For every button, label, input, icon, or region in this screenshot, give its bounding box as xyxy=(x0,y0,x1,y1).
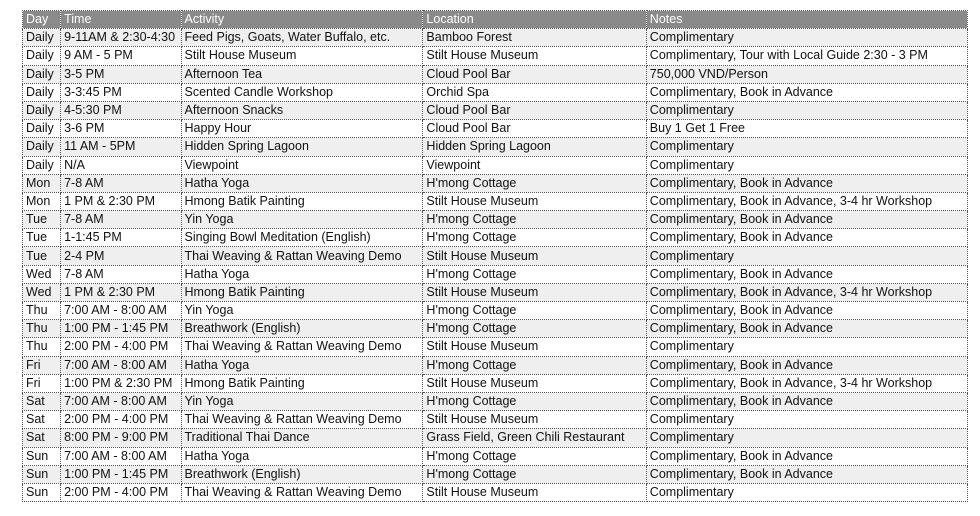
notes-cell: Buy 1 Get 1 Free xyxy=(646,120,967,138)
time-cell: 3-6 PM xyxy=(61,120,181,138)
notes-cell: Complimentary, Tour with Local Guide 2:30 - 3 PM xyxy=(646,47,967,65)
table-row xyxy=(23,247,968,265)
activity-cell: Happy Hour xyxy=(181,120,423,138)
location-cell: Stilt House Museum xyxy=(423,411,646,429)
day-cell: Thu xyxy=(23,338,61,356)
location-cell: Cloud Pool Bar xyxy=(423,65,646,83)
table-row xyxy=(23,29,968,47)
activity-cell: Traditional Thai Dance xyxy=(181,429,423,447)
table-row xyxy=(23,338,968,356)
time-cell: 7-8 AM xyxy=(61,265,181,283)
activity-cell: Hatha Yoga xyxy=(181,265,423,283)
location-cell: Stilt House Museum xyxy=(423,47,646,65)
day-cell: Mon xyxy=(23,174,61,192)
table-row xyxy=(23,65,968,83)
time-cell: 7-8 AM xyxy=(61,174,181,192)
table-row xyxy=(23,447,968,465)
time-cell: 1:00 PM & 2:30 PM xyxy=(61,374,181,392)
table-row xyxy=(23,47,968,65)
notes-cell: Complimentary, Book in Advance xyxy=(646,320,967,338)
time-cell: N/A xyxy=(61,156,181,174)
table-row xyxy=(23,138,968,156)
day-cell: Tue xyxy=(23,229,61,247)
location-cell: H'mong Cottage xyxy=(423,392,646,410)
time-cell: 1 PM & 2:30 PM xyxy=(61,283,181,301)
activity-cell: Hmong Batik Painting xyxy=(181,192,423,210)
table-row xyxy=(23,302,968,320)
notes-cell: Complimentary, Book in Advance xyxy=(646,356,967,374)
day-cell: Sun xyxy=(23,465,61,483)
location-cell: Cloud Pool Bar xyxy=(423,120,646,138)
notes-cell: Complimentary xyxy=(646,101,967,119)
notes-cell: 750,000 VND/Person xyxy=(646,65,967,83)
time-cell: 9 AM - 5 PM xyxy=(61,47,181,65)
activity-schedule-table xyxy=(22,10,968,502)
table-row xyxy=(23,392,968,410)
location-cell: H'mong Cottage xyxy=(423,211,646,229)
day-cell: Fri xyxy=(23,374,61,392)
table-row xyxy=(23,229,968,247)
table-row xyxy=(23,192,968,210)
location-cell: Stilt House Museum xyxy=(423,338,646,356)
time-cell: 8:00 PM - 9:00 PM xyxy=(61,429,181,447)
notes-cell: Complimentary xyxy=(646,29,967,47)
activity-cell: Hidden Spring Lagoon xyxy=(181,138,423,156)
day-cell: Daily xyxy=(23,47,61,65)
time-cell: 3-5 PM xyxy=(61,65,181,83)
time-cell: 7:00 AM - 8:00 AM xyxy=(61,392,181,410)
table-row xyxy=(23,283,968,301)
notes-cell: Complimentary xyxy=(646,156,967,174)
activity-cell: Hmong Batik Painting xyxy=(181,283,423,301)
notes-cell: Complimentary, Book in Advance, 3-4 hr Workshop xyxy=(646,374,967,392)
activity-cell: Breathwork (English) xyxy=(181,465,423,483)
notes-cell: Complimentary, Book in Advance xyxy=(646,392,967,410)
time-cell: 7-8 AM xyxy=(61,211,181,229)
location-cell: H'mong Cottage xyxy=(423,229,646,247)
header-time: Time xyxy=(61,11,181,29)
activity-cell: Hatha Yoga xyxy=(181,174,423,192)
activity-cell: Yin Yoga xyxy=(181,302,423,320)
day-cell: Sat xyxy=(23,392,61,410)
day-cell: Tue xyxy=(23,247,61,265)
day-cell: Wed xyxy=(23,265,61,283)
table-row xyxy=(23,211,968,229)
location-cell: H'mong Cottage xyxy=(423,447,646,465)
table-row xyxy=(23,83,968,101)
header-row xyxy=(23,11,968,29)
table-row xyxy=(23,411,968,429)
header-day: Day xyxy=(23,11,61,29)
activity-cell: Thai Weaving & Rattan Weaving Demo xyxy=(181,411,423,429)
day-cell: Sat xyxy=(23,411,61,429)
day-cell: Daily xyxy=(23,156,61,174)
location-cell: H'mong Cottage xyxy=(423,302,646,320)
notes-cell: Complimentary xyxy=(646,411,967,429)
day-cell: Thu xyxy=(23,320,61,338)
notes-cell: Complimentary, Book in Advance, 3-4 hr Workshop xyxy=(646,283,967,301)
location-cell: Bamboo Forest xyxy=(423,29,646,47)
notes-cell: Complimentary, Book in Advance xyxy=(646,465,967,483)
table-row xyxy=(23,465,968,483)
table-row xyxy=(23,101,968,119)
time-cell: 1 PM & 2:30 PM xyxy=(61,192,181,210)
table-row xyxy=(23,483,968,501)
activity-cell: Thai Weaving & Rattan Weaving Demo xyxy=(181,338,423,356)
activity-cell: Singing Bowl Meditation (English) xyxy=(181,229,423,247)
location-cell: H'mong Cottage xyxy=(423,356,646,374)
location-cell: Hidden Spring Lagoon xyxy=(423,138,646,156)
time-cell: 7:00 AM - 8:00 AM xyxy=(61,302,181,320)
notes-cell: Complimentary xyxy=(646,483,967,501)
time-cell: 2:00 PM - 4:00 PM xyxy=(61,411,181,429)
day-cell: Sat xyxy=(23,429,61,447)
time-cell: 2-4 PM xyxy=(61,247,181,265)
time-cell: 11 AM - 5PM xyxy=(61,138,181,156)
activity-cell: Thai Weaving & Rattan Weaving Demo xyxy=(181,247,423,265)
notes-cell: Complimentary, Book in Advance, 3-4 hr Workshop xyxy=(646,192,967,210)
activity-cell: Afternoon Tea xyxy=(181,65,423,83)
time-cell: 2:00 PM - 4:00 PM xyxy=(61,338,181,356)
activity-cell: Feed Pigs, Goats, Water Buffalo, etc. xyxy=(181,29,423,47)
day-cell: Daily xyxy=(23,120,61,138)
notes-cell: Complimentary, Book in Advance xyxy=(646,265,967,283)
time-cell: 3-3:45 PM xyxy=(61,83,181,101)
location-cell: H'mong Cottage xyxy=(423,265,646,283)
location-cell: Stilt House Museum xyxy=(423,374,646,392)
location-cell: H'mong Cottage xyxy=(423,320,646,338)
time-cell: 9-11AM & 2:30-4:30 xyxy=(61,29,181,47)
location-cell: Orchid Spa xyxy=(423,83,646,101)
table-row xyxy=(23,374,968,392)
notes-cell: Complimentary, Book in Advance xyxy=(646,211,967,229)
day-cell: Wed xyxy=(23,283,61,301)
table-header xyxy=(23,11,968,29)
table-row xyxy=(23,356,968,374)
location-cell: H'mong Cottage xyxy=(423,174,646,192)
notes-cell: Complimentary, Book in Advance xyxy=(646,83,967,101)
table-row xyxy=(23,156,968,174)
location-cell: Stilt House Museum xyxy=(423,483,646,501)
activity-cell: Breathwork (English) xyxy=(181,320,423,338)
header-location: Location xyxy=(423,11,646,29)
notes-cell: Complimentary xyxy=(646,338,967,356)
notes-cell: Complimentary, Book in Advance xyxy=(646,447,967,465)
time-cell: 1:00 PM - 1:45 PM xyxy=(61,320,181,338)
header-notes: Notes xyxy=(646,11,967,29)
day-cell: Daily xyxy=(23,29,61,47)
notes-cell: Complimentary, Book in Advance xyxy=(646,229,967,247)
day-cell: Tue xyxy=(23,211,61,229)
notes-cell: Complimentary xyxy=(646,138,967,156)
time-cell: 2:00 PM - 4:00 PM xyxy=(61,483,181,501)
day-cell: Mon xyxy=(23,192,61,210)
notes-cell: Complimentary xyxy=(646,429,967,447)
location-cell: Viewpoint xyxy=(423,156,646,174)
day-cell: Daily xyxy=(23,65,61,83)
day-cell: Daily xyxy=(23,101,61,119)
notes-cell: Complimentary, Book in Advance xyxy=(646,174,967,192)
location-cell: Grass Field, Green Chili Restaurant xyxy=(423,429,646,447)
time-cell: 4-5:30 PM xyxy=(61,101,181,119)
time-cell: 7:00 AM - 8:00 AM xyxy=(61,447,181,465)
day-cell: Sun xyxy=(23,483,61,501)
time-cell: 1:00 PM - 1:45 PM xyxy=(61,465,181,483)
table-row xyxy=(23,320,968,338)
notes-cell: Complimentary, Book in Advance xyxy=(646,302,967,320)
table-row xyxy=(23,120,968,138)
location-cell: H'mong Cottage xyxy=(423,465,646,483)
activity-cell: Thai Weaving & Rattan Weaving Demo xyxy=(181,483,423,501)
activity-cell: Hmong Batik Painting xyxy=(181,374,423,392)
location-cell: Stilt House Museum xyxy=(423,192,646,210)
day-cell: Daily xyxy=(23,138,61,156)
table-row xyxy=(23,265,968,283)
activity-cell: Stilt House Museum xyxy=(181,47,423,65)
notes-cell: Complimentary xyxy=(646,247,967,265)
location-cell: Stilt House Museum xyxy=(423,247,646,265)
activity-cell: Scented Candle Workshop xyxy=(181,83,423,101)
time-cell: 7:00 AM - 8:00 AM xyxy=(61,356,181,374)
activity-cell: Hatha Yoga xyxy=(181,356,423,374)
activity-cell: Hatha Yoga xyxy=(181,447,423,465)
activity-cell: Afternoon Snacks xyxy=(181,101,423,119)
table-row xyxy=(23,174,968,192)
day-cell: Sun xyxy=(23,447,61,465)
activity-cell: Yin Yoga xyxy=(181,211,423,229)
day-cell: Daily xyxy=(23,83,61,101)
day-cell: Thu xyxy=(23,302,61,320)
day-cell: Fri xyxy=(23,356,61,374)
location-cell: Cloud Pool Bar xyxy=(423,101,646,119)
table-body xyxy=(23,29,968,502)
table-row xyxy=(23,429,968,447)
activity-cell: Viewpoint xyxy=(181,156,423,174)
header-activity: Activity xyxy=(181,11,423,29)
activity-cell: Yin Yoga xyxy=(181,392,423,410)
location-cell: Stilt House Museum xyxy=(423,283,646,301)
time-cell: 1-1:45 PM xyxy=(61,229,181,247)
